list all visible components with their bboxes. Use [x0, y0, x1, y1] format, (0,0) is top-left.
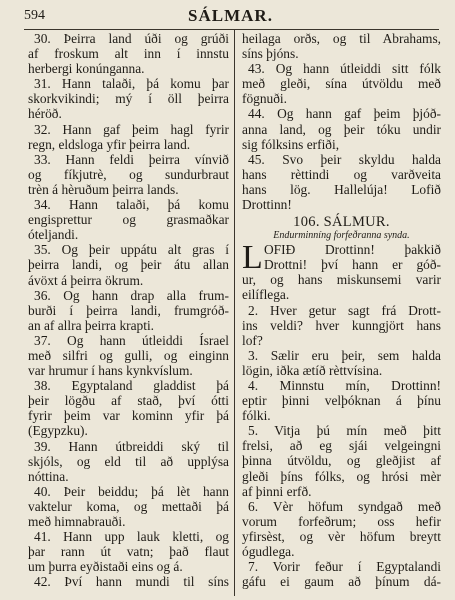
text-line: Drottinn! — [242, 197, 292, 213]
text-line: 30. Þeirra land úði og grúði — [34, 31, 229, 46]
running-title: SÁLMAR. — [188, 6, 273, 25]
psalm-subtitle: Endurminníng forfeðranna synda. — [273, 230, 410, 242]
text-line: 33. Hann feldi þeirra vínvið — [34, 151, 229, 167]
text-line: 31. Hann talaði, þá komu þar — [34, 76, 229, 92]
psalm-heading: 106. SÁLMUR. — [293, 214, 390, 231]
text-line: engisprettur og grasmaðkar — [28, 212, 229, 228]
text-line: 40. Þeir beiddu; þá lèt hann — [34, 483, 229, 499]
text-line: ins veldi? hver kunngjört hans — [242, 317, 441, 333]
text-line: og fíkjutrè, og sundurbraut — [28, 166, 229, 182]
text-line: OFIÐ Drottinn! þakkið — [264, 242, 441, 258]
text-line: fyrir þeim var kominn yfir þá — [28, 408, 229, 424]
text-line: þeir lögðu af stað, því ótti — [28, 393, 229, 409]
text-line: 41. Hann upp lauk kletti, og — [34, 529, 229, 545]
text-line: vorum forfeðrum; oss hefir — [242, 513, 441, 529]
text-line: anna land, og þeir tóku undir — [242, 121, 441, 137]
text-line: af þinni erfð. — [242, 483, 312, 499]
text-line: herbergi konúnganna. — [28, 61, 145, 77]
text-line: 39. Hann útbreiddi ský til — [34, 438, 229, 454]
text-line: 43. Og hann útleiddi sitt fólk — [248, 61, 441, 77]
text-line: an af allra þeirra krapti. — [28, 317, 155, 333]
text-line: síns þjóns. — [242, 46, 299, 62]
text-line: 42. Því hann mundi til síns — [34, 574, 229, 590]
text-line: ógudlega. — [242, 544, 295, 559]
right-column-top — [242, 31, 441, 212]
text-line: fögnuði. — [242, 91, 288, 107]
text-line: 32. Hann gaf þeim hagl fyrir — [34, 121, 229, 137]
left-column — [28, 31, 229, 589]
text-line: héröð. — [28, 106, 62, 122]
text-line: lof? — [242, 332, 263, 348]
text-line: gáfu ei gaum að þínum dá- — [242, 574, 441, 590]
psalm-opening — [242, 239, 441, 277]
text-line: frelsi, að eg sjái velgeingni — [242, 438, 441, 454]
text-line: heilaga orðs, og til Abrahams, — [242, 31, 441, 46]
text-line: 38. Egyptaland gladdist þá — [34, 378, 229, 394]
text-line: með silfri og gulli, og einginn — [28, 347, 229, 363]
text-line: þinna útvöldu, og gleðjist af — [242, 453, 441, 469]
text-line: fólki. — [242, 408, 271, 424]
text-line: óteljandi. — [28, 227, 79, 243]
text-line: eilíflega. — [242, 287, 290, 303]
text-line: ur, og hans miskunsemi varir — [242, 272, 441, 288]
text-line: með himnabrauði. — [28, 514, 126, 529]
text-line: um þurra eyðistaði eins og á. — [28, 559, 183, 575]
text-line: 6. Vèr höfum syndgað með — [248, 498, 441, 514]
text-line: nóttina. — [28, 468, 69, 484]
text-line: 3. Sælir eru þeir, sem halda — [248, 347, 441, 363]
drop-cap: L — [242, 239, 263, 277]
text-line: eptir þinni velþóknan á þínu — [242, 393, 441, 409]
page-number: 594 — [24, 8, 45, 23]
text-line: af froskum alt inn í innstu — [28, 46, 229, 62]
text-line: regn, eldsloga yfir þeirra land. — [28, 136, 191, 152]
text-line: 34. Hann talaði, þá komu — [34, 197, 229, 213]
text-line: 35. Og þeir uppátu alt gras í — [34, 242, 229, 258]
text-line: 37. Og hann útleiddi Ísrael — [34, 332, 229, 348]
text-line: yfirsèst, og vèr höfum breytt — [242, 528, 441, 544]
text-line: burði í þeirra landi, frumgróð- — [28, 302, 229, 318]
page-header — [24, 6, 437, 28]
text-line: hans rèttindi og varðveita — [242, 166, 441, 182]
header-rule — [24, 29, 439, 30]
text-line: 5. Vitja þú mín með þitt — [248, 423, 441, 439]
text-line: 44. Og hann gaf þeim þjóð- — [248, 106, 441, 122]
text-line: 45. Svo þeir skyldu halda — [248, 151, 441, 167]
text-line: skorkvikindi; mý í öll þeirra — [28, 91, 229, 107]
text-line: trèn á hèruðum þeirra lands. — [28, 181, 179, 197]
text-line: með gleði, sína útvöldu með — [242, 76, 441, 92]
text-line: 7. Vorir feður í Egyptalandi — [248, 559, 441, 575]
right-column — [242, 31, 441, 589]
text-line: (Egypzku). — [28, 423, 88, 439]
text-line: gleði þíns fólks, og hrósi mèr — [242, 468, 441, 484]
text-line: þar rann út vatn; það flaut — [28, 544, 229, 560]
text-line: var hrumur í hans kynkvíslum. — [28, 363, 193, 379]
text-line: skjóls, og eld til að upplýsa — [28, 453, 229, 469]
text-line: lögin, iðka ætíð rèttvísina. — [242, 362, 383, 378]
text-line: þeirra landi, og þeir átu allan — [28, 257, 229, 273]
right-column-bottom — [242, 272, 441, 589]
text-line: 2. Hver getur sagt frá Drott- — [248, 302, 441, 318]
text-line: sig fólksins erfiði, — [242, 136, 340, 152]
column-divider — [234, 30, 235, 596]
text-line: vaktelur koma, og mettaði þá — [28, 498, 229, 514]
text-line: 36. Og hann drap alla frum- — [34, 287, 229, 303]
text-line: hans lög. Hallelúja! Lofið — [242, 181, 441, 197]
text-line: Drottni! því hann er góð- — [264, 257, 441, 273]
text-line: 4. Minnstu mín, Drottinn! — [248, 377, 441, 393]
text-line: ávöxt á þeirra ökrum. — [28, 272, 144, 288]
